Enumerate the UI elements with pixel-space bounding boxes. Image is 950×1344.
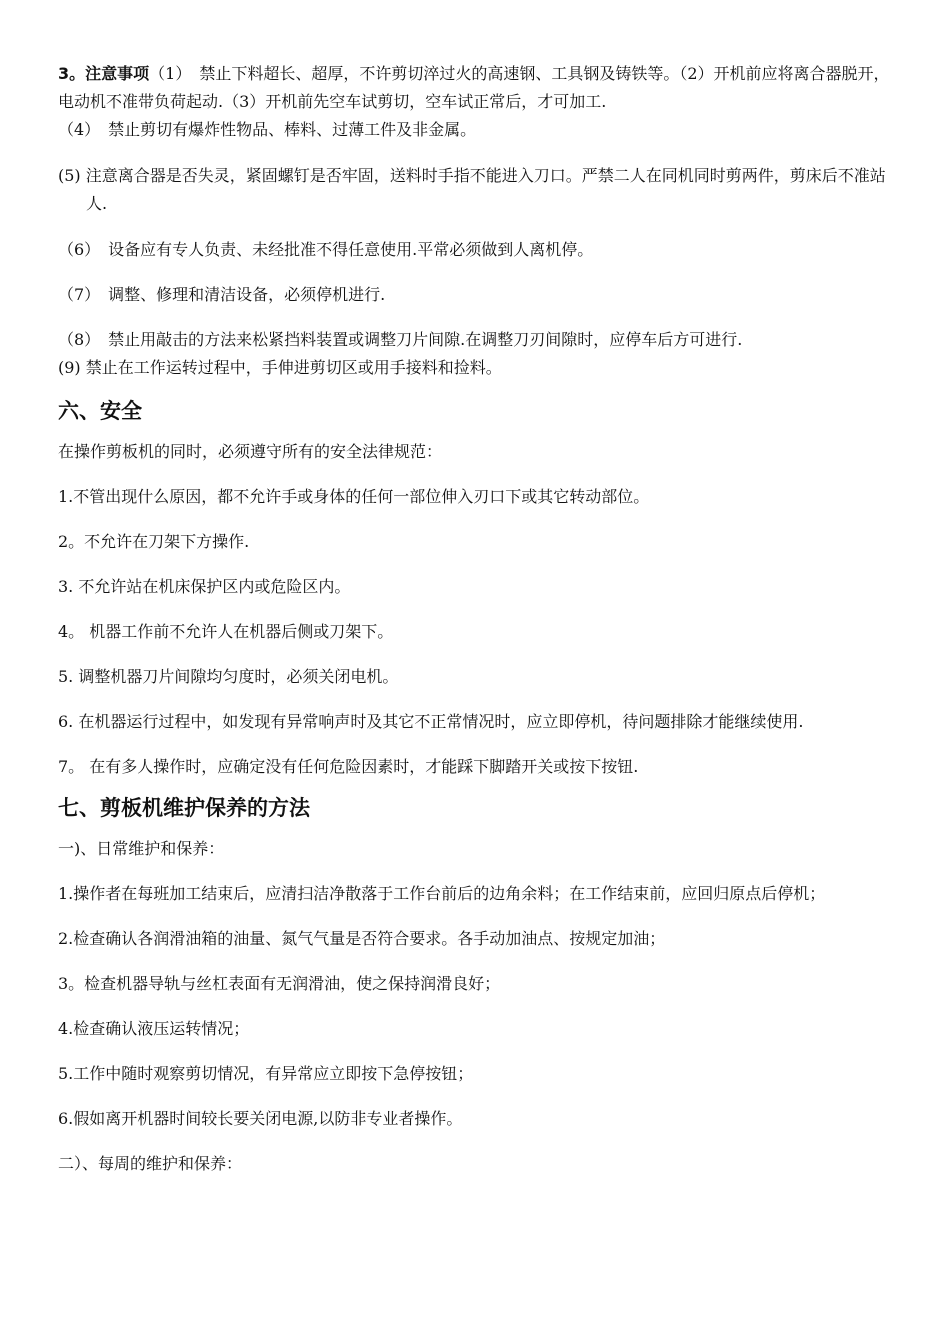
precaution-item-5: (5) 注意离合器是否失灵，紧固螺钉是否牢固，送料时手指不能进入刀口。严禁二人在同机同时剪两件，剪床后不准站人. <box>58 166 886 213</box>
daily-item-1: 1.操作者在每班加工结束后，应清扫洁净散落于工作台前后的边角余料；在工作结束前，应回归原点后停机； <box>58 884 826 903</box>
maintenance-heading: 七、剪板机维护保养的方法 <box>58 796 310 820</box>
precaution-item-9: (9) 禁止在工作运转过程中，手伸进剪切区或用手接料和捡料。 <box>58 358 502 377</box>
weekly-maintenance-subheading: 二）、每周的维护和保养： <box>58 1154 243 1173</box>
precautions-text: （1） 禁止下料超长、超厚，不许剪切淬过火的高速钢、工具钢及铸铁等。（2）开机前应将离合器脱开，电动机不准带负荷起动.（3）开机前先空车试剪切，空车试正常后，才可加工. <box>58 64 890 111</box>
daily-item-5: 5.工作中随时观察剪切情况，有异常应立即按下急停按钮； <box>58 1064 474 1083</box>
safety-item-3: 3. 不允许站在机床保护区内或危险区内。 <box>58 577 351 596</box>
precaution-item-4: （4） 禁止剪切有爆炸性物品、棒料、过薄工件及非金属。 <box>58 120 477 139</box>
precaution-item-7: （7） 调整、修理和清洁设备，必须停机进行. <box>58 285 386 304</box>
safety-item-2: 2。不允许在刀架下方操作. <box>58 532 250 551</box>
safety-item-1: 1.不管出现什么原因，都不允许手或身体的任何一部位伸入刃口下或其它转动部位。 <box>58 487 650 506</box>
daily-item-2: 2.检查确认各润滑油箱的油量、氮气气量是否符合要求。各手动加油点、按规定加油； <box>58 929 666 948</box>
safety-item-5: 5. 调整机器刀片间隙均匀度时，必须关闭电机。 <box>58 667 399 686</box>
daily-item-3: 3。检查机器导轨与丝杠表面有无润滑油，使之保持润滑良好； <box>58 974 501 993</box>
safety-intro: 在操作剪板机的同时，必须遵守所有的安全法律规范： <box>58 442 443 461</box>
daily-maintenance-subheading: 一)、日常维护和保养： <box>58 839 225 858</box>
safety-item-4: 4。 机器工作前不允许人在机器后侧或刀架下。 <box>58 622 394 641</box>
safety-heading: 六、安全 <box>58 399 142 423</box>
precautions-title: 3。注意事项 <box>58 64 150 83</box>
precautions-paragraph <box>58 60 896 116</box>
document-page <box>58 60 896 1178</box>
daily-item-6: 6.假如离开机器时间较长要关闭电源,以防非专业者操作。 <box>58 1109 463 1128</box>
precaution-item-8: （8） 禁止用敲击的方法来松紧挡料装置或调整刀片间隙.在调整刀刃间隙时，应停车后方可进行. <box>58 330 743 349</box>
safety-item-7: 7。 在有多人操作时，应确定没有任何危险因素时，才能踩下脚踏开关或按下按钮. <box>58 757 639 776</box>
safety-item-6: 6. 在机器运行过程中，如发现有异常响声时及其它不正常情况时，应立即停机，待问题排除才能继续使用. <box>58 712 804 731</box>
precaution-item-6: （6） 设备应有专人负责、未经批准不得任意使用.平常必须做到人离机停。 <box>58 240 594 259</box>
daily-item-4: 4.检查确认液压运转情况； <box>58 1019 250 1038</box>
